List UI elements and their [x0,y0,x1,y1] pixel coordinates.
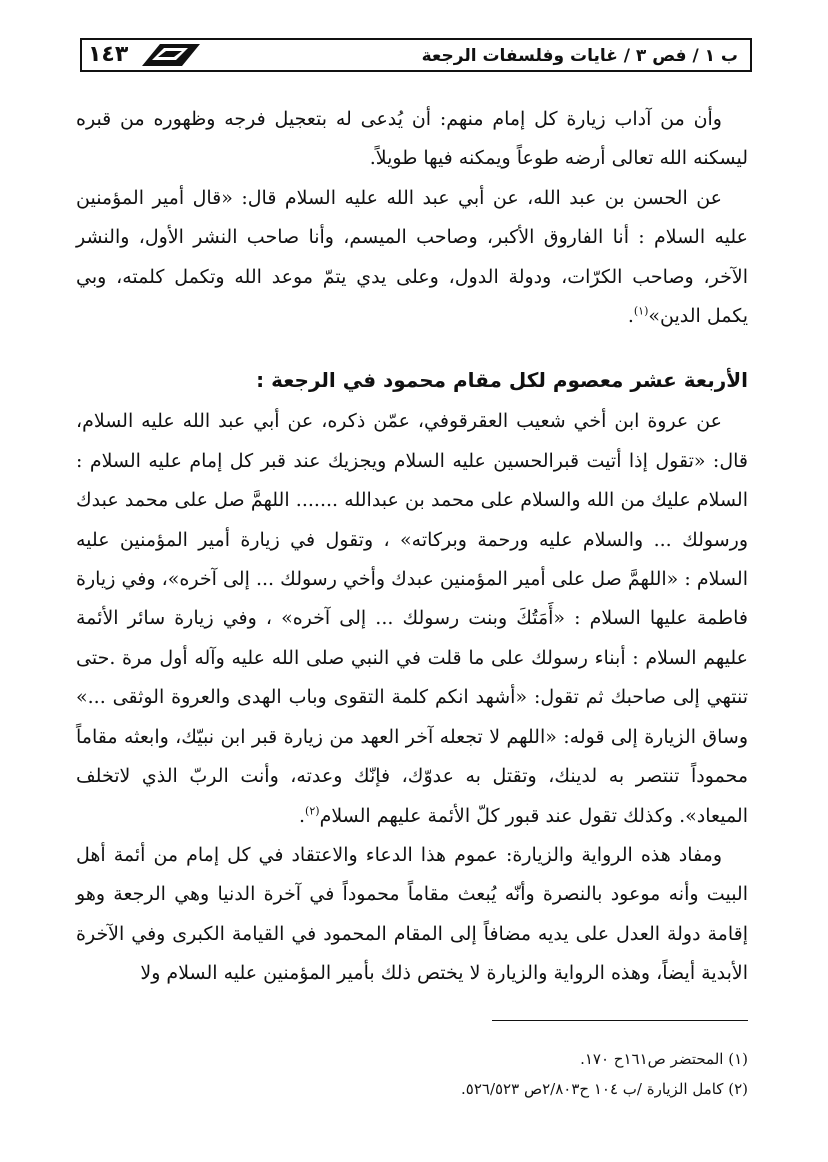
section-heading: الأربعة عشر معصوم لكل مقام محمود في الرجعة : [256,368,748,393]
paragraph-visitation-etiquette: وأن من آداب زيارة كل إمام منهم: أن يُدعى له بتعجيل فرجه وظهوره من قبره ليسكنه الله تعالى أرضه طوعاً ويمكنه فيها طويلاً. [76,108,748,170]
paragraph-hadith-amir [76,179,748,337]
running-header [80,38,752,72]
paragraph-ziyara-narration [76,402,748,835]
paragraph-ziyara-narration-end: . [299,804,306,827]
footnote-1: (١) المحتضر ص١٦١ح ١٧٠. [580,1050,748,1068]
header-ornament-icon [138,40,204,70]
paragraph-meaning-of-ziyara: ومفاد هذه الرواية والزيارة: عموم هذا الدعاء والاعتقاد في كل إمام من أئمة أهل البيت وأنه موعود بالنصرة وأنّه يُبعث مقاماً محموداً في آخرة الدنيا وهي الرجعة وهو إقامة دولة العدل على يديه مضافاً إلى المقام المحمود في القيامة الكبرى وفي الآخرة الأبدية أيضاً، وهذه الرواية والزيارة لا يختص ذلك بأمير المؤمنين عليه السلام ولا [76,843,748,985]
running-header-title: ب ١ / فص ٣ / غايات وفلسفات الرجعة [421,46,738,66]
footnote-divider [492,1020,748,1021]
main-text [76,100,748,994]
footnote-ref-1: (١) [633,304,649,318]
paragraph-hadith-amir-end: . [627,305,634,328]
footnote-ref-2: (٢) [305,804,320,818]
footnote-2: (٢) كامل الزيارة /ب ١٠٤ ح٢/٨٠٣ص ٥٢٦/٥٢٣. [461,1080,748,1098]
page-number: ١٤٣ [88,42,129,67]
footnotes [76,1044,748,1104]
paragraph-ziyara-narration-text: عن عروة ابن أخي شعيب العقرقوفي، عمّن ذكره، عن أبي عبد الله عليه السلام، قال: «تقول إذا أتيت قبرالحسين عليه السلام ويجزيك عند قبر كل إمام عليه السلام : السلام عليك من الله والسلام على محمد بن عبدالله ....... اللهمَّ صل على محمد عبدك ورسولك ... والسلام عليه ورحمة وبركاته» ، وتقول في زيارة أمير المؤمنين عليه السلام : «اللهمَّ صل على أمير المؤمنين عبدك وأخي رسولك ... إلى آخره»، وفي زيارة فاطمة عليها السلام : «أَمَتُكَ وبنت رسولك ... إلى آخره» ، وفي زيارة سائر الأئمة عليهم السلام : أبناء رسولك على ما قلت في النبي صلى الله عليه وآله أول مرة .حتى تنتهي إلى صاحبك ثم تقول: «أشهد انكم كلمة التقوى وباب الهدى والعروة الوثقى ...» وساق الزيارة إلى قوله: «اللهم لا تجعله آخر العهد من زيارة قبر ابن نبيّك، وابعثه مقاماً محموداً تنتصر به لدينك، وتقتل به عدوّك، فإنّك وعدته، وأنت الربّ الذي لاتخلف الميعاد». وكذلك تقول عند قبور كلّ الأئمة عليهم السلام [76,410,748,827]
paragraph-hadith-amir-text: عن الحسن بن عبد الله، عن أبي عبد الله عليه السلام قال: «قال أمير المؤمنين عليه السلام : أنا الفاروق الأكبر، وصاحب الميسم، وأنا صاحب النشر الأول، والنشر الآخر، وصاحب الكرّات، ودولة الدول، وعلى يدي يتمّ موعد الله وتكمل كلمته، وبي يكمل الدين» [76,186,748,328]
